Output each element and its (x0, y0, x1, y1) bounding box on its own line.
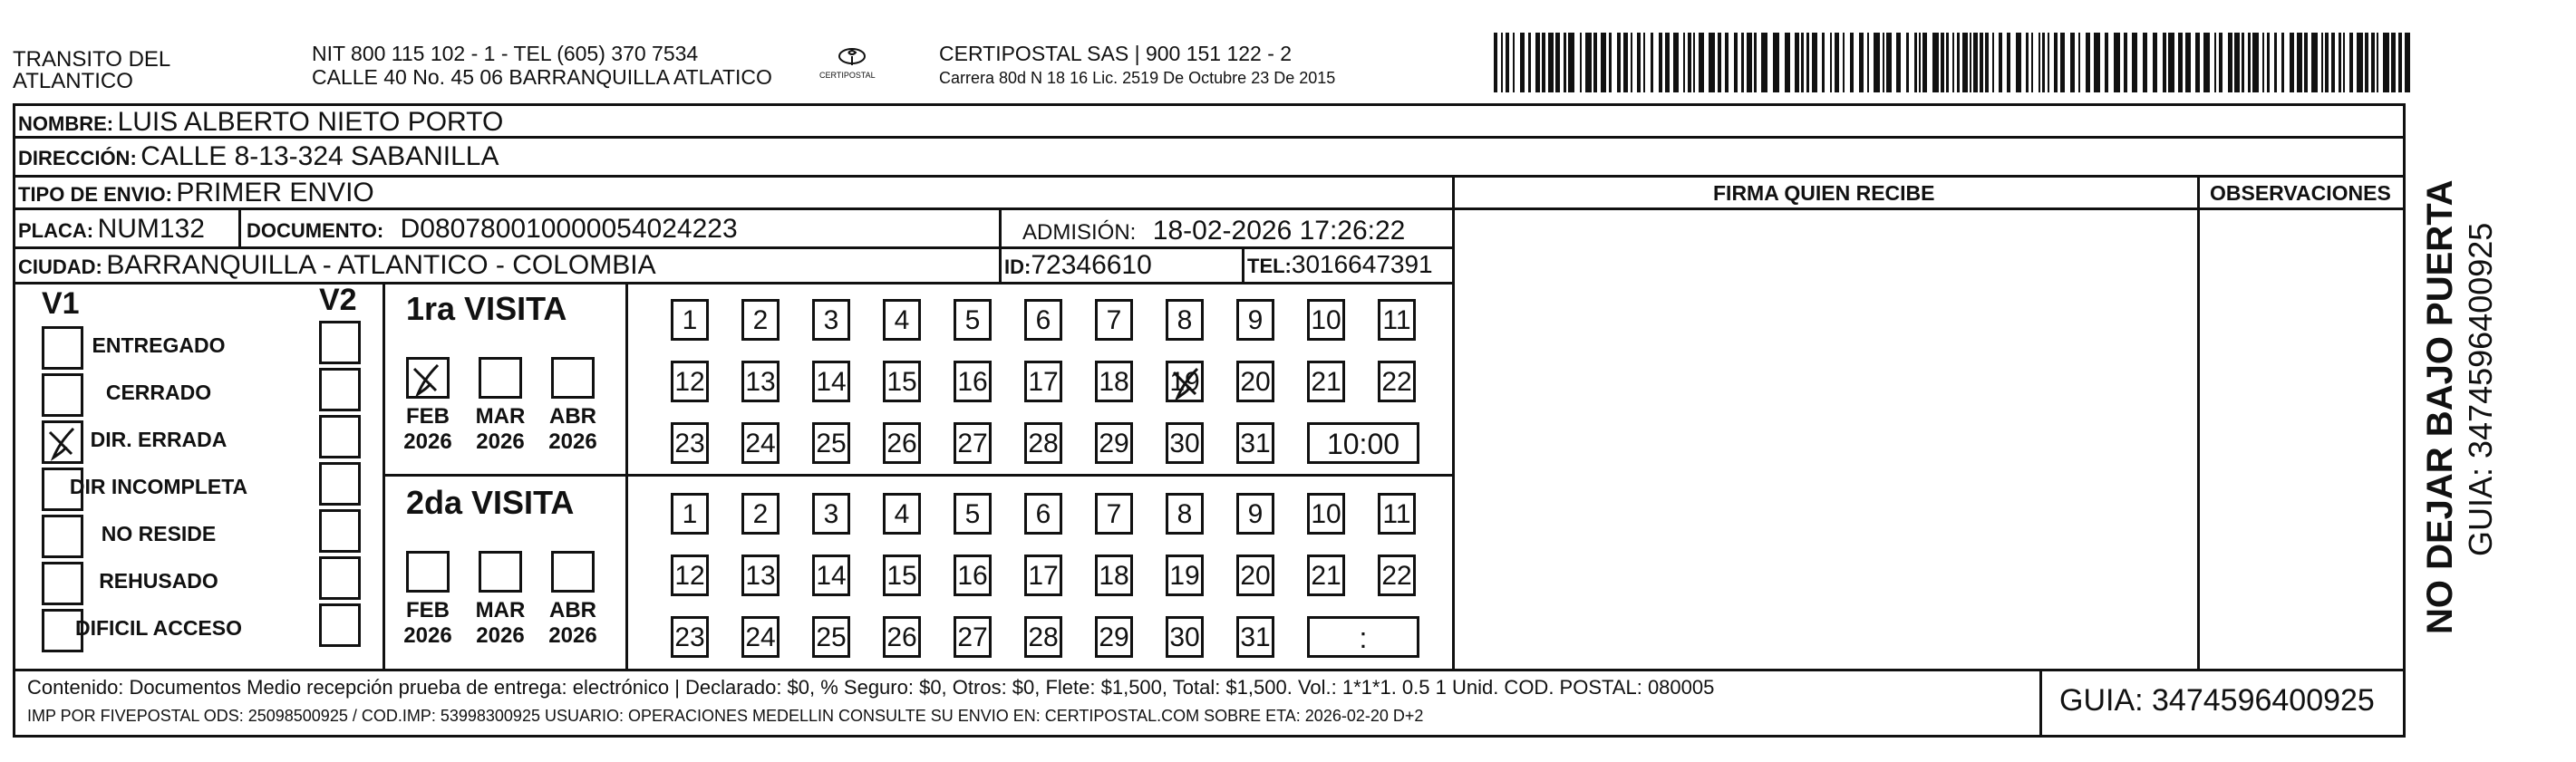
day-box[interactable]: 20 (1236, 361, 1274, 402)
tel-label: TEL: (1247, 255, 1292, 277)
day-box[interactable]: 6 (1024, 299, 1062, 341)
documento-label: DOCUMENTO: (247, 219, 384, 242)
status-v2-checkbox[interactable] (319, 415, 361, 458)
day-box[interactable]: 15 (883, 555, 921, 596)
day-box[interactable]: 28 (1024, 422, 1062, 464)
tipo-envio-label: TIPO DE ENVIO: (18, 183, 172, 206)
tel-value: 3016647391 (1291, 250, 1433, 278)
day-box[interactable]: 18 (1095, 361, 1133, 402)
footer-guia: GUIA: 3474596400925 (2059, 683, 2375, 718)
day-box[interactable]: 12 (671, 361, 709, 402)
v2-label: V2 (319, 283, 357, 317)
month-label: MAR 2026 (475, 404, 526, 454)
admision-label: ADMISIÓN: (1022, 220, 1137, 245)
imp-line: IMP POR FIVEPOSTAL ODS: 25098500925 / COD.IMP: 53998300925 USUARIO: OPERACIONES MEDELLIN CONSULTE SU ENVIO EN: CERTIPOSTAL.COM SOBRE ETA: 2026-02-20 D+2 (27, 707, 1424, 725)
placa-value: NUM132 (97, 214, 205, 244)
documento-row (247, 214, 738, 245)
time-box[interactable]: : (1307, 616, 1419, 658)
license-line: Carrera 80d N 18 16 Lic. 2519 De Octubre 23 De 2015 (939, 69, 1336, 87)
month-label: FEB 2026 (403, 404, 452, 454)
day-box[interactable]: 25 (812, 422, 850, 464)
admision-row (1022, 216, 1405, 246)
tipo-envio-value: PRIMER ENVIO (176, 178, 374, 207)
day-box[interactable]: 13 (741, 555, 780, 596)
logo-text: CERTIPOSTAL (819, 71, 876, 80)
no-dejar-bajo-puerta: NO DEJAR BAJO PUERTA (2420, 179, 2460, 634)
day-box[interactable]: 11 (1378, 299, 1416, 341)
status-option-label: DIR INCOMPLETA (69, 475, 248, 498)
day-box[interactable]: 4 (883, 493, 921, 535)
day-box[interactable]: 8 (1166, 299, 1204, 341)
day-box[interactable]: 20 (1236, 555, 1274, 596)
status-option-label: REHUSADO (99, 569, 218, 593)
month-checkbox[interactable] (551, 357, 595, 399)
day-box[interactable]: 24 (741, 422, 780, 464)
status-v2-checkbox[interactable] (319, 603, 361, 647)
month-label: FEB 2026 (403, 598, 452, 648)
day-box[interactable]: 26 (883, 422, 921, 464)
day-box[interactable]: 10 (1307, 299, 1345, 341)
day-box[interactable]: 21 (1307, 361, 1345, 402)
status-option-label: DIR. ERRADA (90, 428, 228, 451)
day-box[interactable]: 30 (1166, 616, 1204, 658)
ciudad-row (18, 250, 656, 281)
day-box[interactable]: 22 (1378, 555, 1416, 596)
tel-row (1247, 250, 1433, 279)
nombre-row (18, 107, 503, 138)
day-box[interactable]: 30 (1166, 422, 1204, 464)
status-v2-checkbox[interactable] (319, 509, 361, 553)
day-box[interactable]: 14 (812, 555, 850, 596)
day-box[interactable]: 3 (812, 299, 850, 341)
observaciones-header: OBSERVACIONES (2210, 181, 2391, 205)
day-box[interactable]: 23 (671, 616, 709, 658)
day-box[interactable]: 1 (671, 299, 709, 341)
documento-value: D080780010000054024223 (400, 214, 738, 244)
certipostal-logo (816, 43, 888, 87)
day-box[interactable]: 12 (671, 555, 709, 596)
status-option-label: ENTREGADO (92, 333, 226, 357)
status-option-label: CERRADO (105, 381, 212, 404)
tipo-envio-row (18, 178, 374, 208)
day-box[interactable]: 1 (671, 493, 709, 535)
day-box[interactable]: 23 (671, 422, 709, 464)
day-box[interactable]: 14 (812, 361, 850, 402)
status-v2-checkbox[interactable] (319, 556, 361, 600)
id-label: ID: (1004, 256, 1031, 278)
month-label: MAR 2026 (475, 598, 526, 648)
day-box[interactable]: 19 (1166, 555, 1204, 596)
id-value: 72346610 (1031, 250, 1152, 280)
nit-line: NIT 800 115 102 - 1 - TEL (605) 370 7534 (312, 42, 699, 65)
address-line: CALLE 40 No. 45 06 BARRANQUILLA ATLATICO (312, 65, 772, 89)
side-guia: GUIA: 3474596400925 (2462, 222, 2499, 556)
day-box[interactable]: 29 (1095, 616, 1133, 658)
day-box[interactable]: 17 (1024, 361, 1062, 402)
day-box[interactable]: 28 (1024, 616, 1062, 658)
day-box[interactable]: 17 (1024, 555, 1062, 596)
nombre-value: LUIS ALBERTO NIETO PORTO (117, 107, 504, 137)
month-checkbox[interactable] (406, 357, 450, 399)
day-box[interactable]: 31 (1236, 422, 1274, 464)
day-box[interactable]: 24 (741, 616, 780, 658)
day-box[interactable]: 8 (1166, 493, 1204, 535)
status-v2-checkbox[interactable] (319, 462, 361, 506)
direccion-label: DIRECCIÓN: (18, 147, 137, 169)
placa-label: PLACA: (18, 219, 94, 242)
time-box[interactable]: 10:00 (1307, 422, 1419, 464)
month-label: ABR 2026 (548, 404, 597, 454)
day-box[interactable]: 4 (883, 299, 921, 341)
status-v2-checkbox[interactable] (319, 321, 361, 364)
day-box[interactable]: 15 (883, 361, 921, 402)
direccion-row (18, 141, 499, 172)
direccion-value: CALLE 8-13-324 SABANILLA (140, 141, 499, 171)
day-box[interactable]: 31 (1236, 616, 1274, 658)
ciudad-value: BARRANQUILLA - ATLANTICO - COLOMBIA (106, 250, 656, 280)
nombre-label: NOMBRE: (18, 112, 114, 135)
status-option-label: NO RESIDE (101, 522, 217, 545)
v1-label: V1 (42, 286, 80, 321)
visit-title: 1ra VISITA (406, 290, 567, 327)
id-row (1004, 250, 1152, 281)
org-name-line1: TRANSITO DEL (13, 47, 171, 72)
day-box[interactable]: 29 (1095, 422, 1133, 464)
day-box[interactable]: 26 (883, 616, 921, 658)
day-box[interactable]: 5 (954, 493, 992, 535)
day-box[interactable]: 11 (1378, 493, 1416, 535)
status-option-label: DIFICIL ACCESO (74, 616, 242, 640)
placa-row (18, 214, 205, 245)
day-box[interactable]: 22 (1378, 361, 1416, 402)
day-box[interactable]: 2 (741, 493, 780, 535)
day-box[interactable]: 27 (954, 616, 992, 658)
day-box[interactable]: 16 (954, 555, 992, 596)
day-box[interactable]: 18 (1095, 555, 1133, 596)
day-box[interactable]: 13 (741, 361, 780, 402)
month-checkbox[interactable] (479, 551, 522, 593)
day-box[interactable]: 7 (1095, 493, 1133, 535)
visit-title: 2da VISITA (406, 484, 575, 521)
month-checkbox[interactable] (551, 551, 595, 593)
barcode (1494, 33, 2416, 92)
day-box[interactable]: 27 (954, 422, 992, 464)
day-box[interactable]: 25 (812, 616, 850, 658)
day-box[interactable]: 2 (741, 299, 780, 341)
day-box[interactable]: 10 (1307, 493, 1345, 535)
contenido-line: Contenido: Documentos Medio recepción prueba de entrega: electrónico | Declarado: $0, % Seguro: $0, Otros: $0, Flete: $1,500, Total: $1,500. Vol.: 1*1*1. 0.5 1 Unid. COD. POSTAL: 080005 (27, 676, 1715, 699)
day-box[interactable]: 16 (954, 361, 992, 402)
month-label: ABR 2026 (548, 598, 597, 648)
company-line: CERTIPOSTAL SAS | 900 151 122 - 2 (939, 42, 1293, 65)
admision-value: 18-02-2026 17:26:22 (1152, 216, 1406, 246)
day-box[interactable]: 6 (1024, 493, 1062, 535)
org-name-line2: ATLANTICO (13, 69, 133, 93)
day-box[interactable]: 19 (1166, 361, 1204, 402)
status-v2-checkbox[interactable] (319, 368, 361, 411)
day-box[interactable]: 7 (1095, 299, 1133, 341)
day-box[interactable]: 21 (1307, 555, 1345, 596)
day-box[interactable]: 9 (1236, 299, 1274, 341)
day-box[interactable]: 5 (954, 299, 992, 341)
month-checkbox[interactable] (406, 551, 450, 593)
day-box[interactable]: 9 (1236, 493, 1274, 535)
day-box[interactable]: 3 (812, 493, 850, 535)
ciudad-label: CIUDAD: (18, 256, 102, 278)
month-checkbox[interactable] (479, 357, 522, 399)
firma-header: FIRMA QUIEN RECIBE (1713, 181, 1935, 205)
